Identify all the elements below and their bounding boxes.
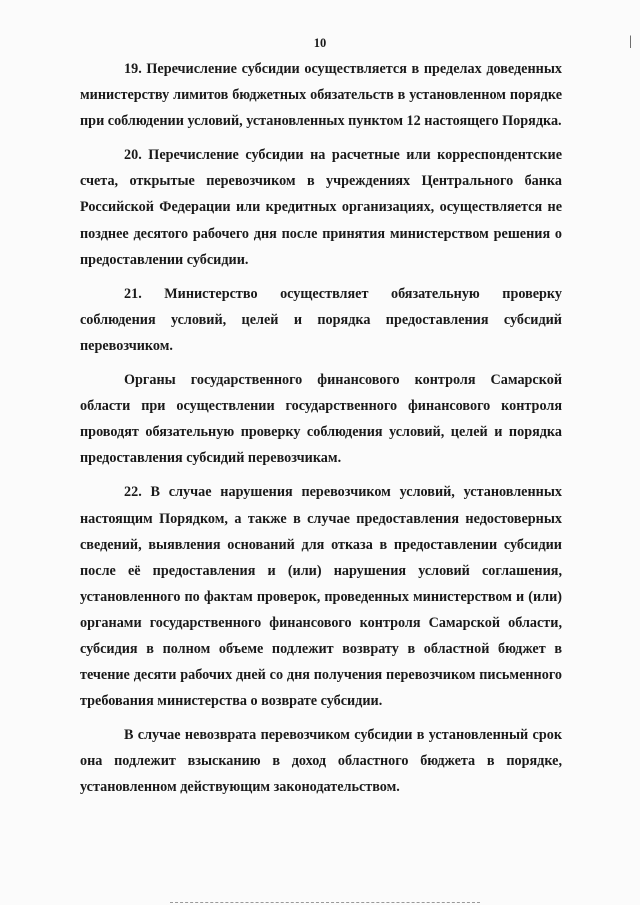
document-body [80, 56, 562, 809]
scan-corner-mark: | [629, 34, 632, 49]
paragraph-21-control: Органы государственного финансового контроля Самарской области при осуществлении государственного финансового контроля проводят обязательную проверку соблюдения условий, целей и порядка предоставления субсидий перевозчикам. [80, 372, 562, 467]
paragraph-19: 19. Перечисление субсидии осуществляется в пределах доведенных министерству лимитов бюджетных обязательств в установленном порядке при соблюдении условий, установленных пунктом 12 настоящего Порядка. [80, 61, 562, 130]
scan-bottom-edge [170, 902, 480, 903]
page-number: 10 [313, 36, 327, 50]
paragraph-21: 21. Министерство осуществляет обязательную проверку соблюдения условий, целей и порядка предоставления субсидий перевозчиком. [80, 285, 562, 354]
paragraph-22: 22. В случае нарушения перевозчиком условий, установленных настоящим Порядком, а также в случае предоставления недостоверных сведений, выявления оснований для отказа в предоставлении субсидии после её предоставления и (или) нарушения условий соглашения, установленного по фактам проверок, проведенных министерством и (или) органами государственного финансового контроля Самарской области, субсидия в полном объеме подлежит возврату в областной бюджет в течение десяти рабочих дней со дня получения перевозчиком письменного требования министерства о возврате субсидии. [80, 484, 562, 710]
paragraph-22-recovery: В случае невозврата перевозчиком субсидии в установленный срок она подлежит взысканию в доход областного бюджета в порядке, установленном действующим законодательством. [80, 727, 562, 796]
paragraph-20: 20. Перечисление субсидии на расчетные или корреспондентские счета, открытые перевозчиком в учреждениях Центрального банка Российской Федерации или кредитных организациях, осуществляется не позднее десятого рабочего дня после принятия министерством решения о предоставлении субсидии. [80, 147, 562, 268]
